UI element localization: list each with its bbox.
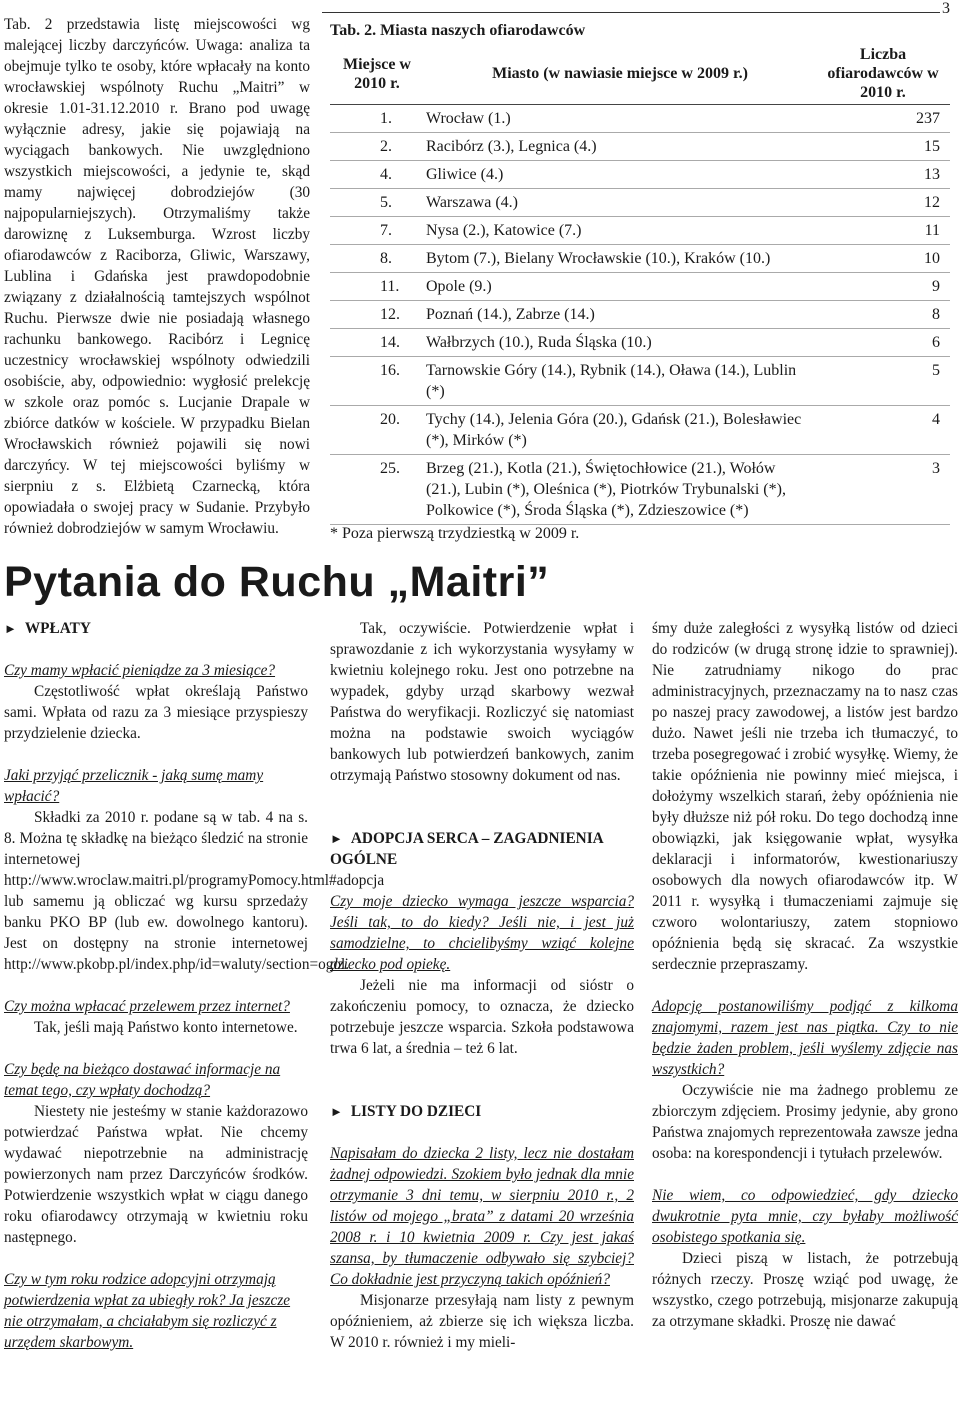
article-column-2 — [330, 618, 634, 1353]
article-title: Pytania do Ruchu „Maitri” — [4, 558, 550, 606]
cell-rank: 8. — [330, 245, 424, 273]
header-city: Miasto (w nawiasie miejsce w 2009 r.) — [424, 43, 816, 105]
section-heading-letters: ► LISTY DO DZIECI — [330, 1103, 482, 1120]
question: Czy będę na bieżąco dostawać informacje na temat tego, czy wpłaty dochodzą? — [4, 1061, 281, 1099]
cell-count: 4 — [816, 406, 950, 455]
cell-rank: 25. — [330, 455, 424, 525]
question: Jaki przyjąć przelicznik - jaką sumę mamy wpłacić? — [4, 767, 264, 805]
cities-table — [330, 43, 950, 525]
cell-count: 5 — [816, 357, 950, 406]
cell-cities: Wałbrzych (10.), Ruda Śląska (10.) — [424, 329, 816, 357]
cell-rank: 2. — [330, 133, 424, 161]
cell-rank: 1. — [330, 105, 424, 133]
table-row — [330, 105, 950, 133]
table-row — [330, 329, 950, 357]
cell-count: 12 — [816, 189, 950, 217]
answer: Dzieci piszą w listach, że potrzebują różnych rzeczy. Proszę wziąć pod uwagę, że wszystko, czego potrzebują, misjonarze zakupują za otrzymane składki. Proszę nie dawać — [652, 1250, 958, 1330]
cell-cities: Brzeg (21.), Kotla (21.), Świętochłowice (21.), Wołów (21.), Lubin (*), Oleśnica (*), Piotrków Trybunalski (*), Polkowice (*), Środa Śląska (*), Zdzieszowice (*) — [424, 455, 816, 525]
cities-table-section — [330, 22, 950, 525]
article-column-3 — [652, 618, 958, 1332]
question: Nie wiem, co odpowiedzieć, gdy dziecko dwukrotnie pyta mnie, czy byłaby możliwość osobistego spotkania się. — [652, 1187, 958, 1246]
cell-rank: 4. — [330, 161, 424, 189]
table-row — [330, 301, 950, 329]
cell-cities: Gliwice (4.) — [424, 161, 816, 189]
table-row — [330, 455, 950, 525]
cell-count: 9 — [816, 273, 950, 301]
cell-count: 6 — [816, 329, 950, 357]
cell-cities: Warszawa (4.) — [424, 189, 816, 217]
table-footnote: * Poza pierwszą trzydziestką w 2009 r. — [330, 525, 580, 542]
question: Czy w tym roku rodzice adopcyjni otrzymają potwierdzenia wpłat za ubiegły rok? Ja jeszcze nie otrzymałam, a chciałabym się rozliczyć z urzędem skarbowym. — [4, 1271, 291, 1351]
section-heading-payments: ► WPŁATY — [4, 620, 91, 637]
answer: Oczywiście nie ma żadnego problemu ze zbiorczym zdjęciem. Prosimy jedynie, aby grono Państwa znajomych reprezentowała zawsze jedna osoba: na korespondencji i tytułach przelewów. — [652, 1082, 958, 1162]
question: Czy można wpłacać przelewem przez internet? — [4, 998, 290, 1015]
cell-count: 8 — [816, 301, 950, 329]
cell-rank: 12. — [330, 301, 424, 329]
cell-rank: 11. — [330, 273, 424, 301]
table-body — [330, 105, 950, 525]
cell-cities: Opole (9.) — [424, 273, 816, 301]
arrow-right-icon: ► — [330, 1104, 343, 1119]
section-heading-adoption: ► ADOPCJA SERCA – ZAGADNIENIA OGÓLNE — [330, 830, 603, 868]
table-caption: Tab. 2. Miasta naszych ofiarodawców — [330, 22, 586, 39]
cell-rank: 5. — [330, 189, 424, 217]
cell-cities: Nysa (2.), Katowice (7.) — [424, 217, 816, 245]
cell-rank: 20. — [330, 406, 424, 455]
cell-cities: Poznań (14.), Zabrze (14.) — [424, 301, 816, 329]
answer: Częstotliwość wpłat określają Państwo sami. Wpłata od razu za 3 miesiące przyspieszy przydzielenie dziecka. — [4, 683, 308, 742]
cell-count: 15 — [816, 133, 950, 161]
table-row — [330, 245, 950, 273]
page-number: 3 — [942, 0, 950, 17]
table-header-row — [330, 43, 950, 105]
table-row — [330, 161, 950, 189]
header-place: Miejsce w 2010 r. — [330, 43, 424, 105]
question: Adopcję postanowiliśmy podjąć z kilkoma znajomymi, razem jest nas piątka. Czy to nie będzie żaden problem, jeśli wyślemy zdjęcie nas wszystkich? — [652, 998, 958, 1078]
cell-count: 237 — [816, 105, 950, 133]
table-row — [330, 273, 950, 301]
cell-count: 13 — [816, 161, 950, 189]
answer: Tak, oczywiście. Potwierdzenie wpłat i sprawozdanie z ich wykorzystania wysyłamy w kwietniu kolejnego roku. Jest ono potrzebne na wypadek, gdyby urząd skarbowy wezwał Państwa do weryfikacji. Rozliczyć się natomiast można na podstawie swoich wyciągów bankowych lub potwierdzeń bankowych, zanim otrzymają Państwo stosowny dokument od nas. — [330, 620, 634, 784]
cell-rank: 16. — [330, 357, 424, 406]
question: Napisałam do dziecka 2 listy, lecz nie dostałam żadnej odpowiedzi. Szokiem było jednak dla mnie otrzymanie 3 dni temu, w sierpniu 2010 r., 2 listów od mojego „brata” z datami 20 września 2008 r. i 10 kwietnia 2009 r. Czy jest jakaś szansa, by tłumaczenie odbywało się szybciej? Co dokładnie jest przyczyną takich opóźnień? — [330, 1145, 634, 1288]
answer: Składki za 2010 r. podane są w tab. 4 na s. 8. Można tę składkę na bieżąco śledzić na stronie internetowej http://www.wroclaw.maitri.pl/programyPomocy.html#adopcja lub samemu ją obliczać wg kursu sprzedaży banku PKO BP (lub ew. dowolnego kantoru). Jest on dostępny na stronie internetowej http://www.pkobp.pl/index.php/id=waluty/section=ogol. — [4, 809, 385, 973]
cell-cities: Tarnowskie Góry (14.), Rybnik (14.), Oława (14.), Lublin (*) — [424, 357, 816, 406]
header-count: Liczba ofiarodawców w 2010 r. — [816, 43, 950, 105]
answer: Tak, jeśli mają Państwo konto internetowe. — [34, 1019, 298, 1036]
header-rule — [322, 12, 940, 13]
cell-rank: 14. — [330, 329, 424, 357]
arrow-right-icon: ► — [4, 621, 17, 636]
table-row — [330, 133, 950, 161]
table-row — [330, 217, 950, 245]
cell-cities: Wrocław (1.) — [424, 105, 816, 133]
table-row — [330, 357, 950, 406]
intro-column — [4, 14, 310, 539]
question: Czy moje dziecko wymaga jeszcze wsparcia? Jeśli tak, to do kiedy? Jeśli nie, i jest już samodzielne, to chcielibyśmy wziąć kolejne dziecko pod opiekę. — [330, 893, 634, 973]
cell-count: 10 — [816, 245, 950, 273]
cell-cities: Racibórz (3.), Legnica (4.) — [424, 133, 816, 161]
article-column-1 — [4, 618, 385, 1353]
question: Czy mamy wpłacić pieniądze za 3 miesiące? — [4, 662, 276, 679]
cell-rank: 7. — [330, 217, 424, 245]
cell-cities: Tychy (14.), Jelenia Góra (20.), Gdańsk (21.), Bolesławiec (*), Mirków (*) — [424, 406, 816, 455]
answer: Niestety nie jesteśmy w stanie każdorazowo potwierdzać Państwa wpłat. Nie chcemy wydawać niepotrzebnie na administrację powierzonych nam przez Darczyńców środków. Potwierdzenie wszystkich wpłat w ciągu danego roku ofiarodawcy otrzymają w kwietniu roku następnego. — [4, 1103, 308, 1246]
cell-count: 11 — [816, 217, 950, 245]
answer: Misjonarze przesyłają nam listy z pewnym opóźnieniem, aż zbierze się ich większa liczba. W 2010 r. również i my mieli- — [330, 1292, 634, 1351]
intro-paragraph: Tab. 2 przedstawia listę miejscowości wg malejącej liczby darczyńców. Uwaga: analiza ta obejmuje tylko te osoby, które wpłacały na konto wrocławskiej wspólnoty Ruchu „Maitri” w okresie 1.01-31.12.2010 r. Brano pod uwagę wyłącznie adresy, jakie się pojawiają na wyciągach bankowych. Nie uwzględniono wszystkich miejscowości, a jedynie te, skąd mamy najwięcej dobrodziejów (30 najpopularniejszych). Otrzymaliśmy także darowiznę z Luksemburga. Wzrost liczby ofiarodawców z Raciborza, Gliwic, Warszawy, Lublina i Gdańska jest prawdopodobnie związany z działalnością tamtejszych wspólnot Ruchu. Pierwsze dwie nie posiadają własnego rachunku bankowego. Racibórz i Legnicę uczestnicy wrocławskiej wspólnoty odwiedzili osobiście, aby, odpowiednio: wygłosić prelekcję w szkole oraz pomóc s. Lucjanie Drapale w zbiórce datków w kościele. W przypadku Bielan Wrocławskich również pojawili się nowi darczyńcy. W tej miejscowości byliśmy w sierpniu z s. Elżbietą Czarnecką, która opowiadała o swojej pracy w Sudanie. Przybyło również dobrodziejów w samym Wrocławiu. — [4, 16, 310, 537]
answer-continued: śmy duże zaległości z wysyłką listów od dzieci do rodziców (w drugą stronę idzie to sprawniej). Nie zatrudniamy nikogo do prac administracyjnych, przeznaczamy na to nasz czas po naszej pracy zawodowej, a listów jest bardzo dużo. Nawet jeśli nie trzeba ich tłumaczyć, to trzeba posegregować i zrobić wysyłkę. Wiemy, że takie opóźnienia nie powinny mieć miejsca, i dołożymy wszelkich starań, żeby opóźnienia nie były dłuższe niż pół roku. Do tego dochodzą inne obowiązki, jak księgowanie wpłat, wysyłka deklaracji i informatorów, kwestionariuszy osobowych dla nowych ofiarodawców itp. W 2011 r. wysyłką i tłumaczeniami zajmuje się czworo wolontariuszy, zatem stopniowo opóźnienia będą się skracać. Za wszystkie serdecznie przepraszamy. — [652, 620, 958, 973]
cell-count: 3 — [816, 455, 950, 525]
arrow-right-icon: ► — [330, 831, 343, 846]
table-row — [330, 406, 950, 455]
cell-cities: Bytom (7.), Bielany Wrocławskie (10.), Kraków (10.) — [424, 245, 816, 273]
table-row — [330, 189, 950, 217]
answer: Jeżeli nie ma informacji od sióstr o zakończeniu pomocy, to oznacza, że dziecko potrzebuje jeszcze wsparcia. Szkoła podstawowa trwa 6 lat, a średnia – też 6 lat. — [330, 977, 634, 1057]
